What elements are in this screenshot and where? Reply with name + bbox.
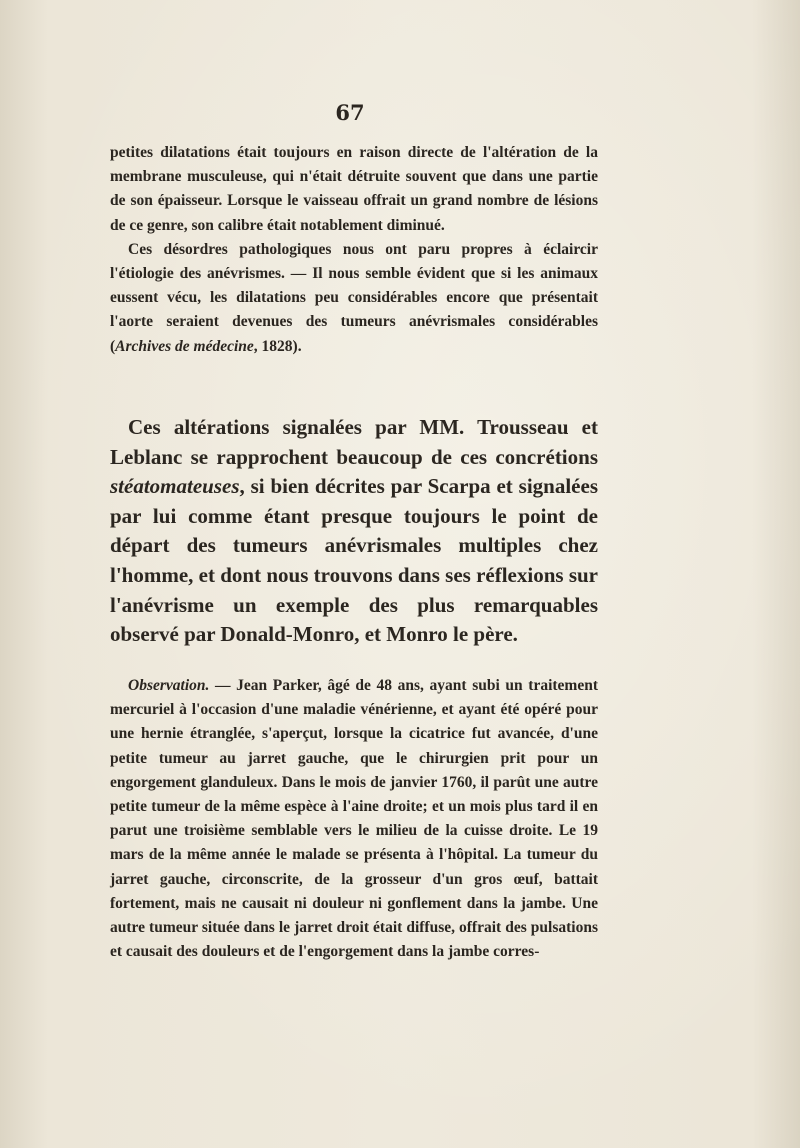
paragraph-2-main: Ces désordres pathologiques nous ont paru propres à éclaircir l'étiologie des anévrismes. — Il nous semble évident que si les animaux eussent vécu, les dilatations peu considérables encore que présentait l'aorte seraient devenues des tumeurs anévrismales considérables ( [110,240,598,355]
paragraph-3-start: Ces altérations signalées par MM. Trousseau et Leblanc se rapprochent beaucoup de ces concrétions [110,415,598,469]
observation-label: Observation. [128,677,210,694]
paragraph-1: petites dilatations était toujours en raison directe de l'altération de la membrane musculeuse, qui n'était détruite souvent que dans une partie de son épaisseur. Lorsque le vaisseau offrait un grand nombre de lésions de ce genre, son calibre était notablement diminué. [110,144,598,234]
page-number: 67 [335,100,365,125]
observation-text: — Jean Parker, âgé de 48 ans, ayant subi un traitement mercuriel à l'occasion d'une maladie vénérienne, et ayant été opéré pour une hernie étranglée, s'aperçut, lorsque la cicatrice fut avancée, d'une petite tumeur au jarret gauche, que le chirurgien prit pour un engorgement glanduleux. Dans le mois de janvier 1760, il parût une autre petite tumeur de la même espèce à l'aine droite; et un mois plus tard il en parut une troisième semblable vers le milieu de la cuisse droite. Le 19 mars de la même année le malade se présenta à l'hôpital. La tumeur du jarret gauche, circonscrite, de la grosseur d'un gros œuf, battait fortement, mais ne causait ni douleur ni gonflement dans la jambe. Une autre tumeur située dans le jarret droit était diffuse, offrait des pulsations et causait des douleurs et de l'engorgement dans la jambe corres- [110,677,598,961]
paragraph-3-end: , si bien décrites par Scarpa et signalées par lui comme étant presque toujours le point de départ des tumeurs anévrismales multiples chez l'homme, et dont nous trouvons dans ses réflexions sur l'anévrisme un exemple des plus remarquables observé par Donald-Monro, et Monro le père. [110,474,598,647]
paragraph-3-term: stéatomateuses [110,474,240,499]
observation-paragraph [110,674,598,964]
text-block-observation [110,674,598,964]
text-block-large [110,413,598,650]
text-block-top [110,141,598,359]
paragraph-2 [110,238,598,359]
paragraph-3 [110,413,598,650]
paragraph-2-source: Archives de médecine [115,337,254,355]
paragraph-2-end: , 1828). [253,337,302,355]
